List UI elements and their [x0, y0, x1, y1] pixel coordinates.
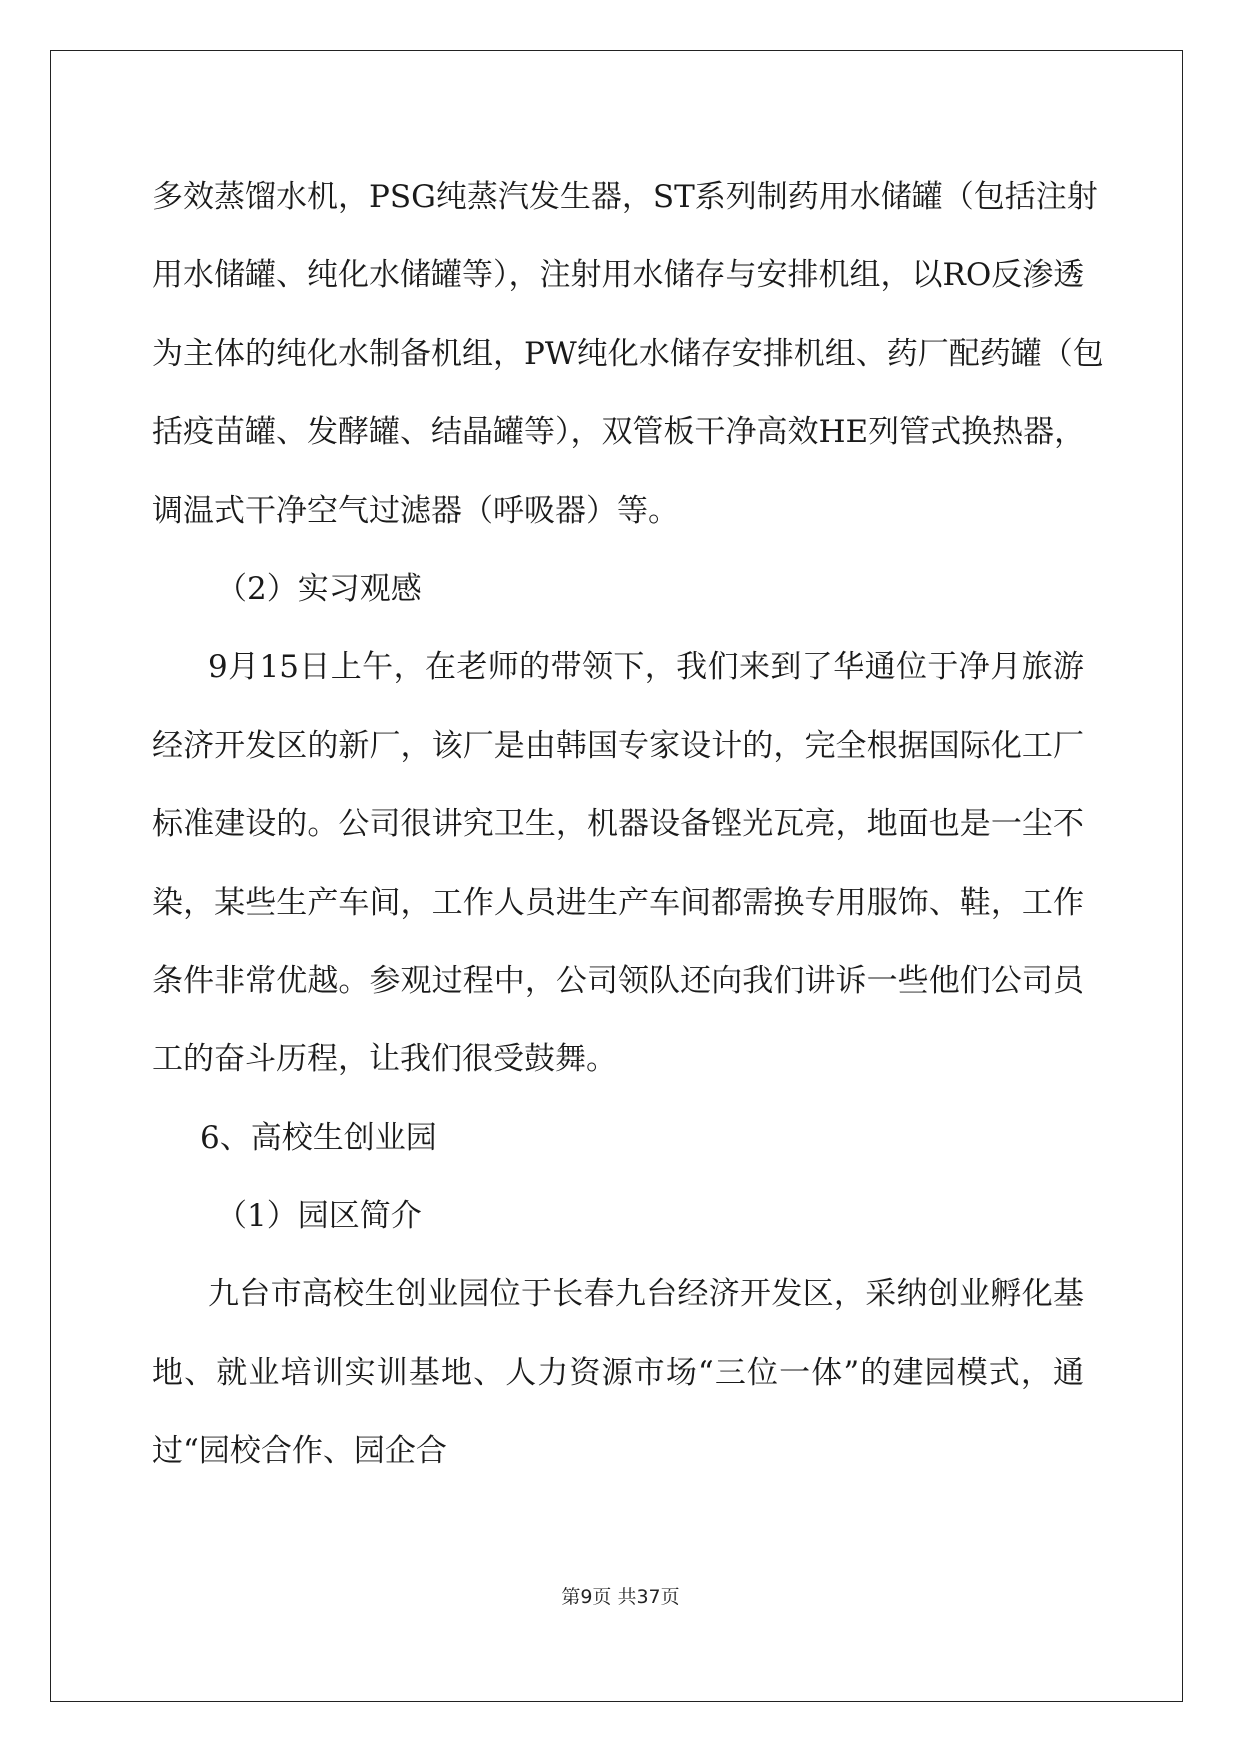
paragraph-line: 用水储罐、纯化水储罐等），注射用水储存与安排机组，以RO反渗透: [152, 257, 1085, 294]
section-heading: （2）实习观感: [216, 570, 422, 607]
paragraph-line: 地、就业培训实训基地、人力资源市场“三位一体”的建园模式，通: [152, 1354, 1084, 1391]
paragraph-line: 条件非常优越。参观过程中，公司领队还向我们讲诉一些他们公司员: [152, 962, 1084, 999]
section-heading: 6、高校生创业园: [200, 1119, 437, 1156]
document-body: [152, 158, 1104, 1491]
paragraph-line: 9月15日上午，在老师的带领下，我们来到了华通位于净月旅游: [208, 649, 1084, 686]
paragraph-line: 标准建设的。公司很讲究卫生，机器设备铿光瓦亮，地面也是一尘不: [152, 806, 1084, 843]
paragraph-line: 为主体的纯化水制备机组，PW纯化水储存安排机组、药厂配药罐（包: [152, 335, 1104, 372]
section-heading: （1）园区简介: [216, 1198, 422, 1235]
paragraph-line: 经济开发区的新厂，该厂是由韩国专家设计的，完全根据国际化工厂: [152, 727, 1084, 764]
page-number-footer: 第9页 共37页: [561, 1586, 680, 1608]
paragraph-line: 过“园校合作、园企合: [152, 1433, 447, 1470]
paragraph-line: 工的奋斗历程，让我们很受鼓舞。: [152, 1041, 617, 1078]
paragraph-line: 染，某些生产车间，工作人员进生产车间都需换专用服饰、鞋，工作: [152, 884, 1084, 921]
paragraph-line: 括疫苗罐、发酵罐、结晶罐等），双管板干净高效HE列管式换热器，: [152, 414, 1086, 451]
paragraph-line: 多效蒸馏水机，PSG纯蒸汽发生器，ST系列制药用水储罐（包括注射: [152, 179, 1098, 215]
paragraph-line: 九台市高校生创业园位于长春九台经济开发区，采纳创业孵化基: [208, 1276, 1084, 1313]
paragraph-line: 调温式干净空气过滤器（呼吸器）等。: [152, 492, 679, 529]
